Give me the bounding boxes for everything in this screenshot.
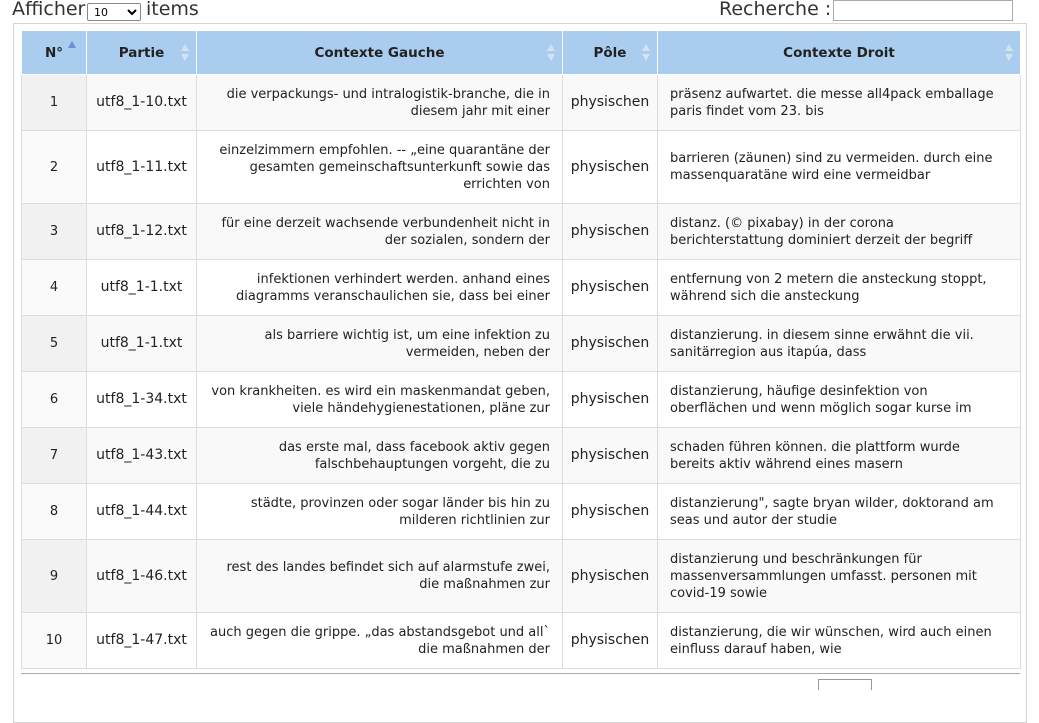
header-contexte-droit-label: Contexte Droit	[783, 44, 895, 61]
table-row	[22, 613, 1021, 669]
search-input[interactable]	[833, 0, 1013, 21]
cell-contexte-gauche: von krankheiten. es wird ein maskenmandat geben, viele händehygienestationen, pläne zur	[197, 372, 563, 428]
search-label: Recherche :	[719, 0, 832, 20]
table-row	[22, 260, 1021, 316]
table-row	[22, 204, 1021, 260]
cell-pole: physischen	[563, 131, 658, 204]
concordance-table	[21, 30, 1021, 669]
cell-pole: physischen	[563, 260, 658, 316]
cell-number: 10	[22, 613, 87, 669]
cell-partie: utf8_1-11.txt	[87, 131, 197, 204]
sort-asc-icon	[68, 41, 77, 59]
table-row	[22, 316, 1021, 372]
header-number-label: N°	[44, 44, 64, 61]
cell-contexte-droit: schaden führen können. die plattform wurde bereits aktiv während eines masern	[658, 428, 1021, 484]
header-row	[22, 31, 1021, 75]
table-row	[22, 75, 1021, 131]
cell-partie: utf8_1-34.txt	[87, 372, 197, 428]
cell-pole: physischen	[563, 372, 658, 428]
cell-partie: utf8_1-44.txt	[87, 484, 197, 540]
cell-contexte-droit: distanzierung", sagte bryan wilder, doktorand am seas und autor der studie	[658, 484, 1021, 540]
cell-contexte-droit: präsenz aufwartet. die messe all4pack emballage paris findet vom 23. bis	[658, 75, 1021, 131]
afficher-label: Afficher	[12, 0, 86, 20]
table-row	[22, 372, 1021, 428]
cell-partie: utf8_1-1.txt	[87, 316, 197, 372]
header-number[interactable]	[22, 31, 87, 75]
cell-contexte-gauche: einzelzimmern empfohlen. -- „eine quarantäne der gesamten gemeinschaftsunterkunft sowie das errichten von	[197, 131, 563, 204]
cell-number: 9	[22, 540, 87, 613]
cell-partie: utf8_1-10.txt	[87, 75, 197, 131]
cell-number: 6	[22, 372, 87, 428]
header-contexte-gauche[interactable]	[197, 31, 563, 75]
cell-partie: utf8_1-1.txt	[87, 260, 197, 316]
header-partie[interactable]	[87, 31, 197, 75]
cell-number: 3	[22, 204, 87, 260]
cell-number: 5	[22, 316, 87, 372]
cell-number: 1	[22, 75, 87, 131]
cell-contexte-gauche: als barriere wichtig ist, um eine infektion zu vermeiden, neben der	[197, 316, 563, 372]
pagination-button[interactable]	[818, 679, 872, 690]
cell-contexte-droit: barrieren (zäunen) sind zu vermeiden. durch eine massenquaratäne wird eine vermeidbar	[658, 131, 1021, 204]
table-row	[22, 484, 1021, 540]
cell-pole: physischen	[563, 540, 658, 613]
cell-contexte-gauche: rest des landes befindet sich auf alarmstufe zwei, die maßnahmen zur	[197, 540, 563, 613]
cell-contexte-droit: distanz. (© pixabay) in der corona berichterstattung dominiert derzeit der begriff	[658, 204, 1021, 260]
cell-pole: physischen	[563, 75, 658, 131]
cell-number: 2	[22, 131, 87, 204]
cell-pole: physischen	[563, 204, 658, 260]
cell-pole: physischen	[563, 316, 658, 372]
cell-contexte-gauche: die verpackungs- und intralogistik-branche, die in diesem jahr mit einer	[197, 75, 563, 131]
items-label: items	[146, 0, 199, 20]
header-pole-label: Pôle	[593, 44, 627, 61]
cell-contexte-gauche: auch gegen die grippe. „das abstandsgebot und all` die maßnahmen der	[197, 613, 563, 669]
header-contexte-gauche-label: Contexte Gauche	[314, 44, 445, 61]
cell-contexte-gauche: städte, provinzen oder sogar länder bis hin zu milderen richtlinien zur	[197, 484, 563, 540]
cell-partie: utf8_1-12.txt	[87, 204, 197, 260]
sort-both-icon	[547, 44, 556, 62]
cell-contexte-droit: distanzierung, häufige desinfektion von oberflächen und wenn möglich sogar kurse im	[658, 372, 1021, 428]
cell-contexte-droit: entfernung von 2 metern die ansteckung stoppt, während sich die ansteckung	[658, 260, 1021, 316]
cell-contexte-gauche: das erste mal, dass facebook aktiv gegen falschbehauptungen vorgeht, die zu	[197, 428, 563, 484]
page-length-select[interactable]	[87, 3, 141, 21]
cell-pole: physischen	[563, 484, 658, 540]
cell-partie: utf8_1-46.txt	[87, 540, 197, 613]
cell-contexte-gauche: für eine derzeit wachsende verbundenheit nicht in der sozialen, sondern der	[197, 204, 563, 260]
cell-contexte-droit: distanzierung, die wir wünschen, wird auch einen einfluss darauf haben, wie	[658, 613, 1021, 669]
cell-pole: physischen	[563, 428, 658, 484]
header-contexte-droit[interactable]	[658, 31, 1021, 75]
table-row	[22, 428, 1021, 484]
cell-pole: physischen	[563, 613, 658, 669]
sort-both-icon	[181, 44, 190, 62]
cell-contexte-droit: distanzierung und beschränkungen für massenversammlungen umfasst. personen mit covid-19 sowie	[658, 540, 1021, 613]
header-pole[interactable]	[563, 31, 658, 75]
cell-partie: utf8_1-43.txt	[87, 428, 197, 484]
sort-both-icon	[642, 44, 651, 62]
cell-partie: utf8_1-47.txt	[87, 613, 197, 669]
table-controls	[0, 0, 1039, 24]
sort-both-icon	[1005, 44, 1014, 62]
header-partie-label: Partie	[118, 44, 165, 61]
cell-number: 7	[22, 428, 87, 484]
table-row	[22, 540, 1021, 613]
cell-contexte-gauche: infektionen verhindert werden. anhand eines diagramms veranschaulichen sie, dass bei einer	[197, 260, 563, 316]
cell-number: 8	[22, 484, 87, 540]
cell-number: 4	[22, 260, 87, 316]
table-row	[22, 131, 1021, 204]
table-bottom-divider	[21, 673, 1020, 674]
cell-contexte-droit: distanzierung. in diesem sinne erwähnt die vii. sanitärregion aus itapúa, dass	[658, 316, 1021, 372]
